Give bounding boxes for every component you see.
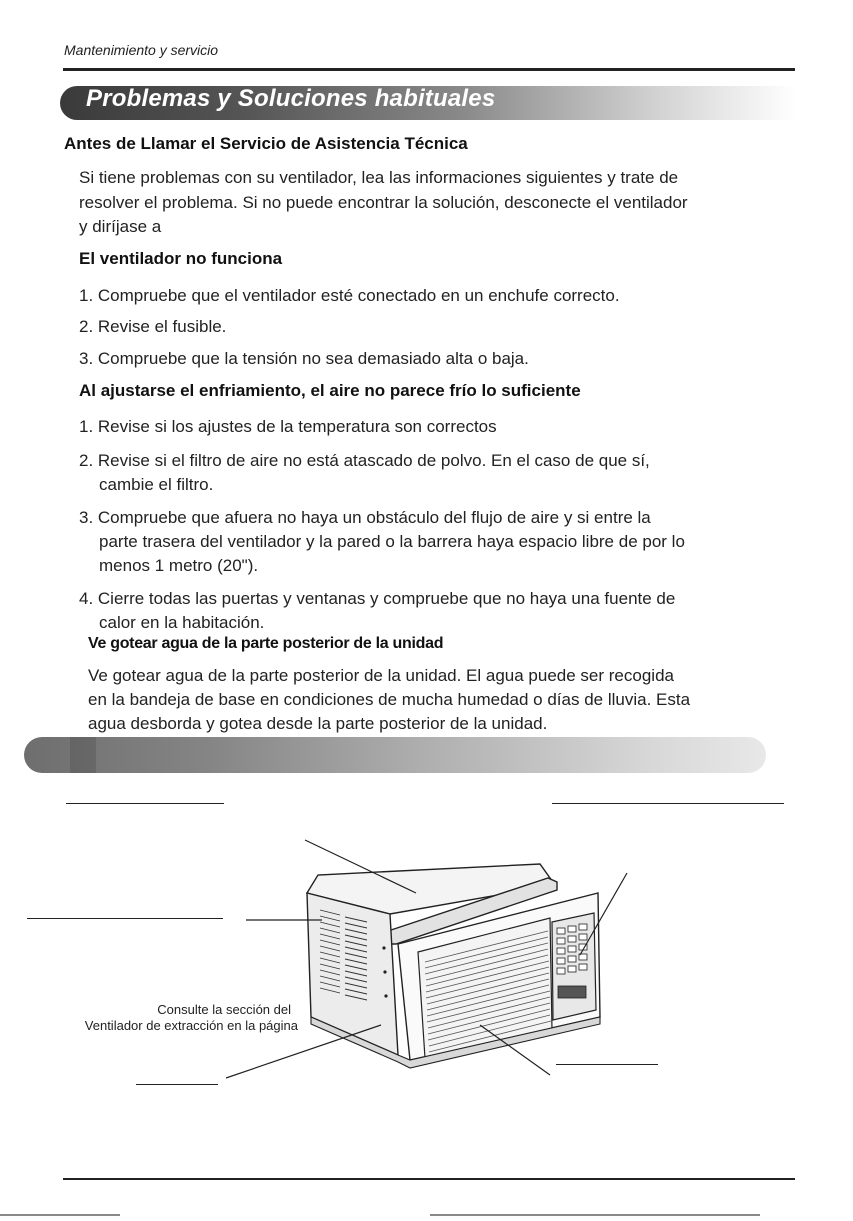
- section1-item-1: 1. Compruebe que el ventilador esté conectado en un enchufe correcto.: [79, 286, 620, 305]
- section1-item-2: 2. Revise el fusible.: [79, 317, 227, 336]
- air-conditioner-diagram: [0, 800, 853, 1100]
- section3-line-1: Ve gotear agua de la parte posterior de la unidad. El agua puede ser recogida: [88, 666, 674, 685]
- section-banner-2: [24, 737, 766, 773]
- footer-rule: [63, 1178, 795, 1180]
- intro-heading: Antes de Llamar el Servicio de Asistencia Técnica: [64, 134, 468, 153]
- section3-line-2: en la bandeja de base en condiciones de mucha humedad o días de lluvia. Esta: [88, 690, 691, 709]
- diagram-caption-line-1: Consulte la sección del: [157, 1002, 291, 1017]
- section2-item-2-line-1: 2. Revise si el filtro de aire no está atascado de polvo. En el caso de que sí,: [79, 451, 650, 470]
- section2-item-3-line-3: menos 1 metro (20").: [99, 556, 259, 575]
- section3-line-3: agua desborda y gotea desde la parte posterior de la unidad.: [88, 714, 548, 733]
- section-banner-2-notch: [70, 737, 96, 773]
- section2-item-4-line-2: calor en la habitación.: [99, 613, 265, 632]
- header-rule: [63, 68, 795, 71]
- footer-fragment-right: [430, 1214, 760, 1216]
- section1-heading: El ventilador no funciona: [79, 249, 283, 268]
- footer-fragment-left: [0, 1214, 120, 1216]
- section2-heading: Al ajustarse el enfriamiento, el aire no parece frío lo suficiente: [79, 381, 581, 400]
- intro-line-3: y diríjase a: [79, 217, 162, 236]
- intro-line-1: Si tiene problemas con su ventilador, lea las informaciones siguientes y trate de: [79, 168, 679, 187]
- diagram-caption-line-2: Ventilador de extracción en la página: [84, 1018, 298, 1033]
- page-title: Problemas y Soluciones habituales: [86, 85, 496, 112]
- ac-unit-illustration: [226, 840, 627, 1078]
- section2-item-1: 1. Revise si los ajustes de la temperatura son correctos: [79, 417, 497, 436]
- section2-item-3-line-2: parte trasera del ventilador y la pared o la barrera haya espacio libre de por lo: [99, 532, 685, 551]
- section3-heading: Ve gotear agua de la parte posterior de la unidad: [88, 635, 444, 652]
- section2-item-3-line-1: 3. Compruebe que afuera no haya un obstáculo del flujo de aire y si entre la: [79, 508, 651, 527]
- section2-item-4-line-1: 4. Cierre todas las puertas y ventanas y compruebe que no haya una fuente de: [79, 589, 676, 608]
- page-section-header: Mantenimiento y servicio: [64, 42, 219, 58]
- section1-item-3: 3. Compruebe que la tensión no sea demasiado alta o baja.: [79, 349, 529, 368]
- intro-line-2: resolver el problema. Si no puede encontrar la solución, desconecte el ventilador: [79, 193, 688, 212]
- section2-item-2-line-2: cambie el filtro.: [99, 475, 214, 494]
